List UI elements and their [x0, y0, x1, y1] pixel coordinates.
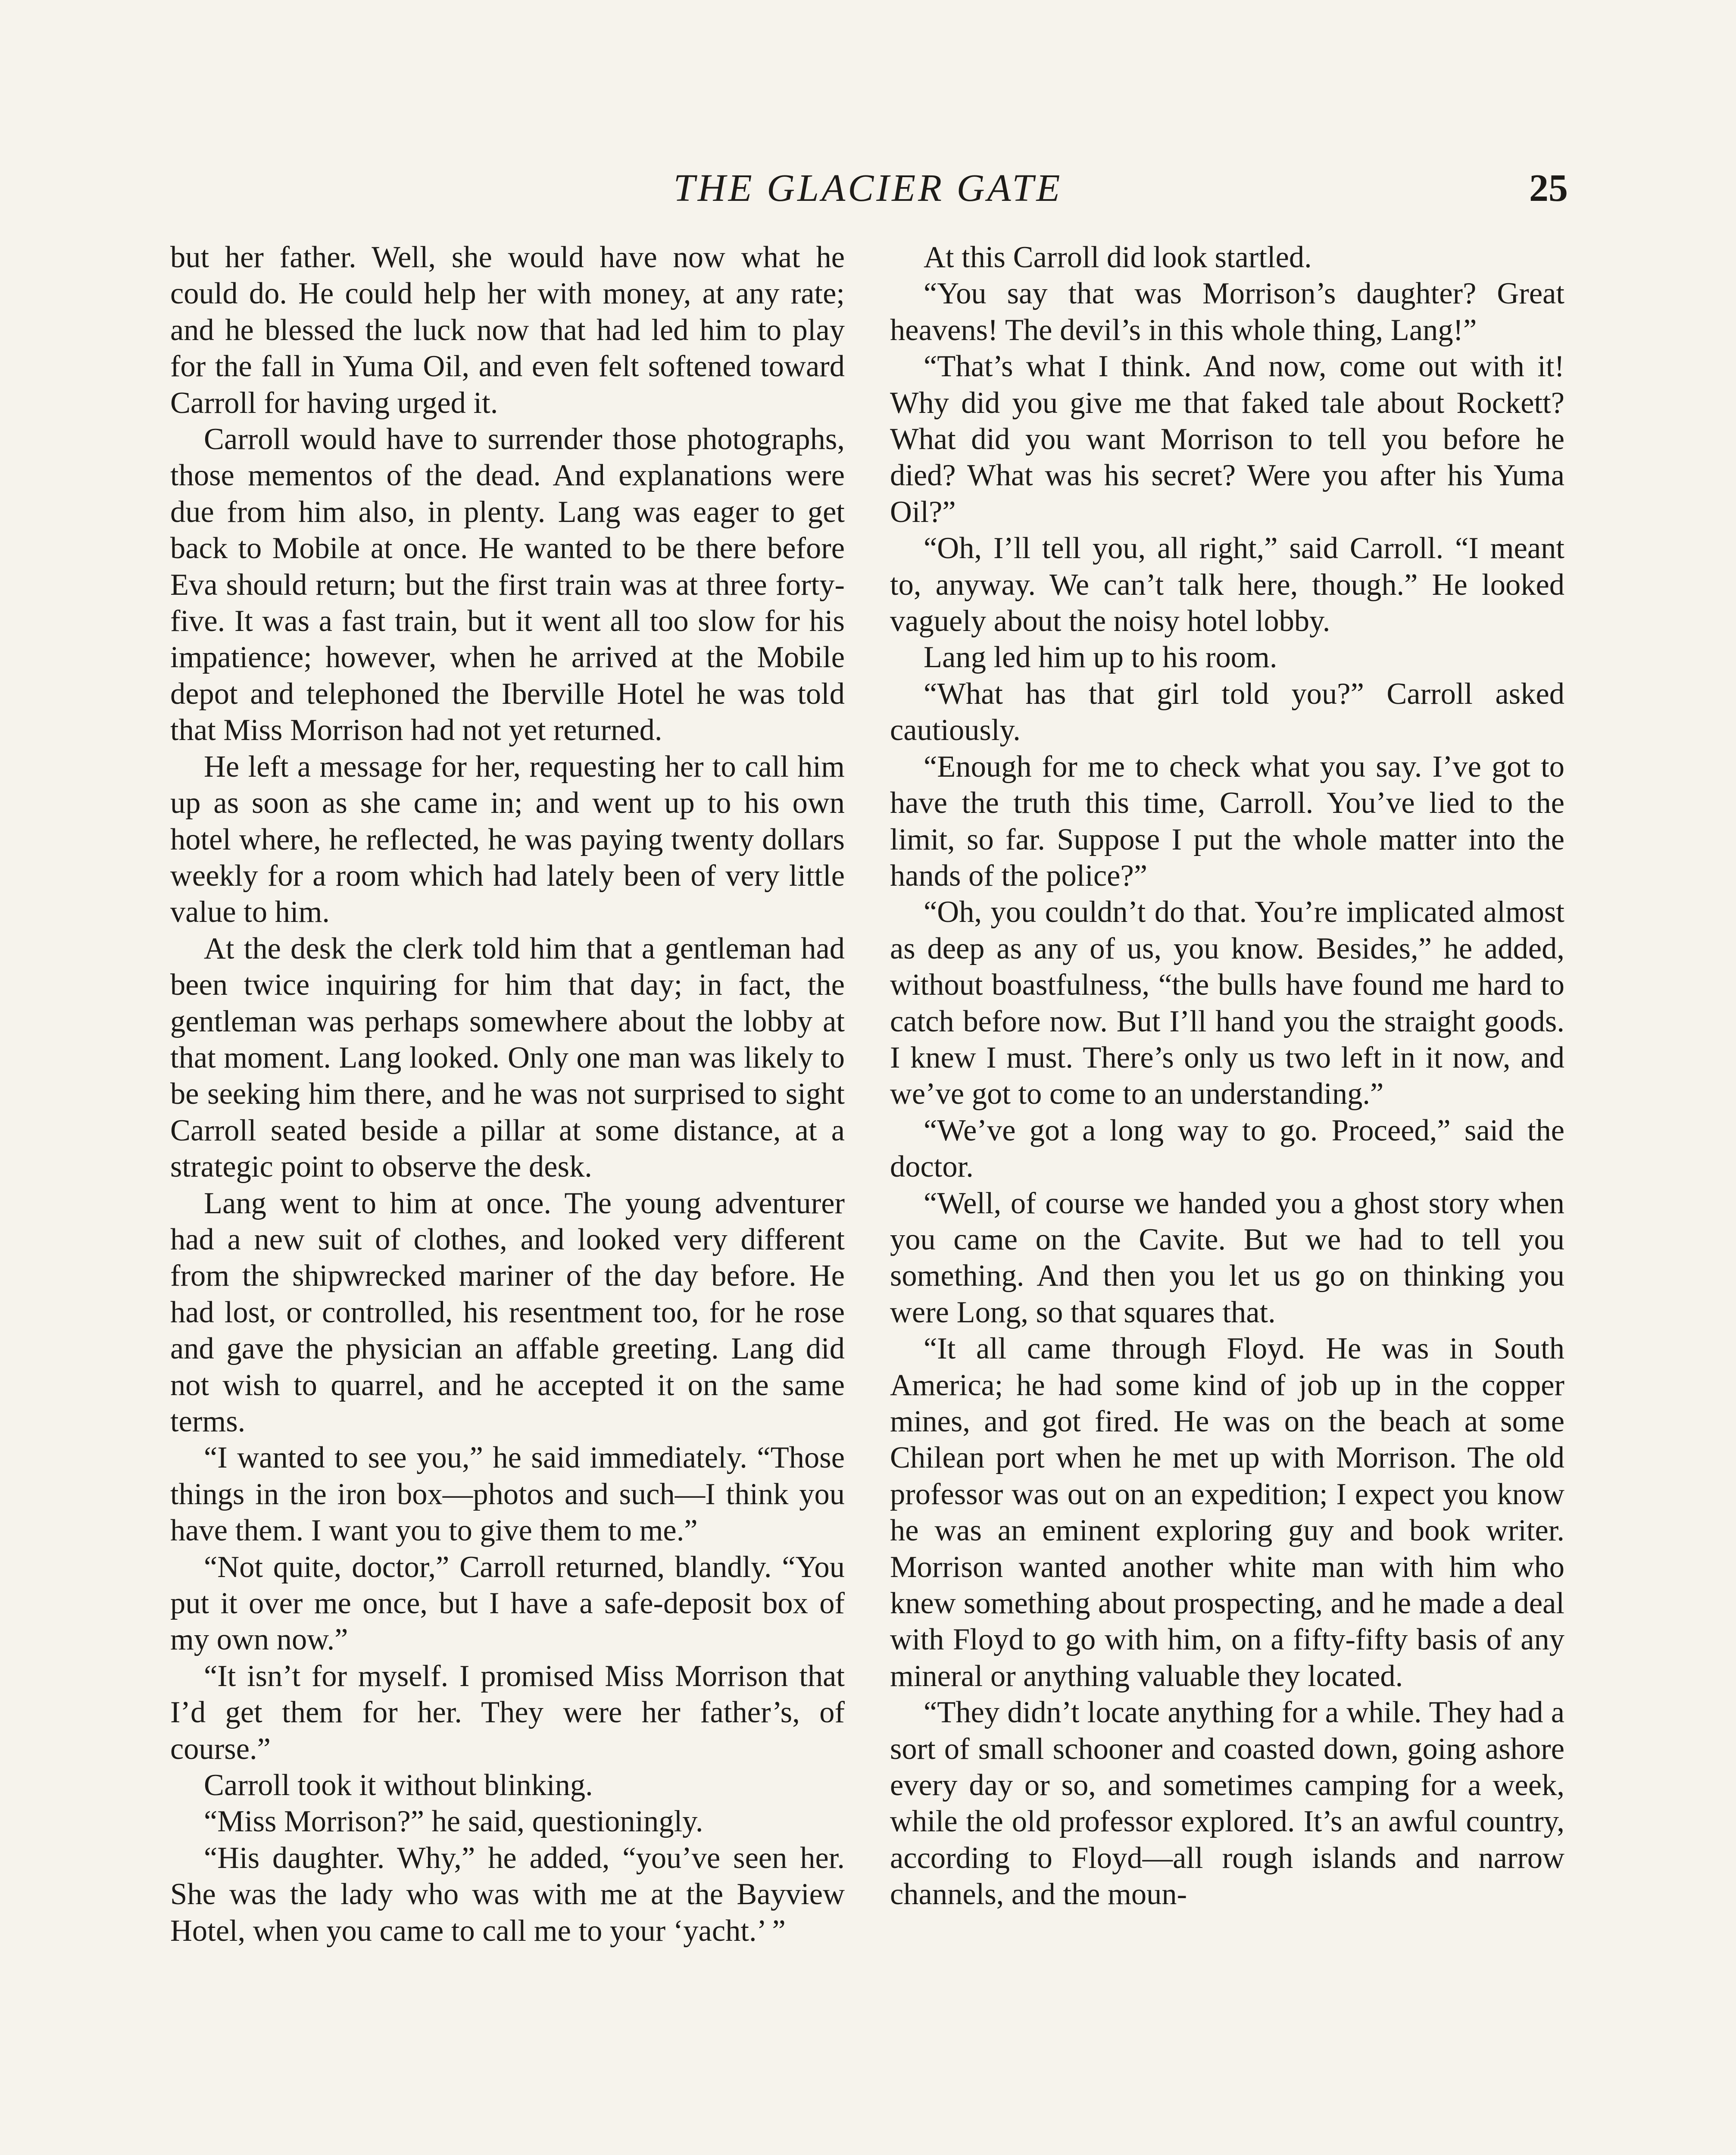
right-column	[890, 239, 1564, 2155]
paragraph: “You say that was Morrison’s daughter? Great heavens! The devil’s in this whole thing, Lang!”	[890, 277, 1564, 347]
paragraph: “Oh, you couldn’t do that. You’re implicated almost as deep as any of us, you know. Besides,” he added, without boastfulness, “the bulls have found me hard to catch before now. But I’ll hand you the straight goods. I knew I must. There’s only us two left in it now, and we’ve got to come to an understanding.”	[890, 895, 1564, 1111]
paragraph: He left a message for her, requesting her to call him up as soon as she came in; and went up to his own hotel where, he reflected, he was paying twenty dollars weekly for a room which had lately been of very little value to him.	[170, 750, 845, 929]
paragraph: “Enough for me to check what you say. I’ve got to have the truth this time, Carroll. You’ve lied to the limit, so far. Suppose I put the whole matter into the hands of the police?”	[890, 750, 1564, 893]
paragraph: “Miss Morrison?” he said, questioningly.	[204, 1805, 703, 1839]
paragraph: “His daughter. Why,” he added, “you’ve seen her. She was the lady who was with me at the Bayview Hotel, when you came to call me to your ‘yacht.’ ”	[170, 1841, 845, 1948]
page-header	[0, 160, 1736, 216]
paragraph: “It all came through Floyd. He was in South America; he had some kind of job up in the copper mines, and got fired. He was on the beach at some Chilean port when he met up with Morrison. The old professor was out on an expedition; I expect you know he was an eminent exploring guy and book writer. Morrison wanted another white man with him who knew something about prospecting, and he made a deal with Floyd to go with him, on a fifty-fifty basis of any mineral or anything valuable they located.	[890, 1332, 1564, 1693]
paragraph: “They didn’t locate anything for a while. They had a sort of small schooner and coasted down, going ashore every day or so, and sometimes camping for a week, while the old professor explored. It’s an awful country, according to Floyd—all rough islands and narrow channels, and the moun-	[890, 1696, 1564, 1911]
paragraph: At this Carroll did look startled.	[924, 240, 1312, 274]
paragraph: Lang went to him at once. The young adventurer had a new suit of clothes, and looked very different from the shipwrecked mariner of the day before. He had lost, or controlled, his resentment too, for he rose and gave the physician an affable greeting. Lang did not wish to quarrel, and he accepted it on the same terms.	[170, 1186, 845, 1438]
running-title: THE GLACIER GATE	[673, 167, 1063, 209]
paragraph: “We’ve got a long way to go. Proceed,” said the doctor.	[890, 1113, 1564, 1184]
paragraph: Carroll took it without blinking.	[204, 1768, 593, 1802]
paragraph: At the desk the clerk told him that a gentleman had been twice inquiring for him that day; in fact, the gentleman was perhaps somewhere about the lobby at that moment. Lang looked. Only one man was likely to be seeking him there, and he was not surprised to sight Carroll seated beside a pillar at some distance, at a strategic point to observe the desk.	[170, 931, 845, 1184]
paragraph: but her father. Well, she would have now what he could do. He could help her with money, at any rate; and he blessed the luck now that had led him to play for the fall in Yuma Oil, and even felt softened toward Carroll for having urged it.	[170, 240, 845, 420]
paragraph: Lang led him up to his room.	[924, 640, 1277, 675]
paragraph: “It isn’t for myself. I promised Miss Morrison that I’d get them for her. They were her father’s, of course.”	[170, 1659, 845, 1766]
paragraph: “What has that girl told you?” Carroll asked cautiously.	[890, 677, 1564, 747]
paragraph: “Not quite, doctor,” Carroll returned, blandly. “You put it over me once, but I have a safe-deposit box of my own now.”	[170, 1550, 845, 1657]
left-column	[170, 239, 845, 2155]
paragraph: “Oh, I’ll tell you, all right,” said Carroll. “I meant to, anyway. We can’t talk here, though.” He looked vaguely about the noisy hotel lobby.	[890, 531, 1564, 638]
paragraph: “That’s what I think. And now, come out with it! Why did you give me that faked tale about Rockett? What did you want Morrison to tell you before he died? What was his secret? Were you after his Yuma Oil?”	[890, 350, 1564, 529]
paragraph: “Well, of course we handed you a ghost story when you came on the Cavite. But we had to tell you something. And then you let us go on thinking you were Long, so that squares that.	[890, 1186, 1564, 1329]
page-number: 25	[1529, 167, 1568, 209]
paragraph: Carroll would have to surrender those photographs, those mementos of the dead. And explanations were due from him also, in plenty. Lang was eager to get back to Mobile at once. He wanted to be there before Eva should return; but the first train was at three forty-five. It was a fast train, but it went all too slow for his impatience; however, when he arrived at the Mobile depot and telephoned the Iberville Hotel he was told that Miss Morrison had not yet returned.	[170, 422, 845, 747]
paragraph: “I wanted to see you,” he said immediately. “Those things in the iron box—photos and such—I think you have them. I want you to give them to me.”	[170, 1441, 845, 1548]
